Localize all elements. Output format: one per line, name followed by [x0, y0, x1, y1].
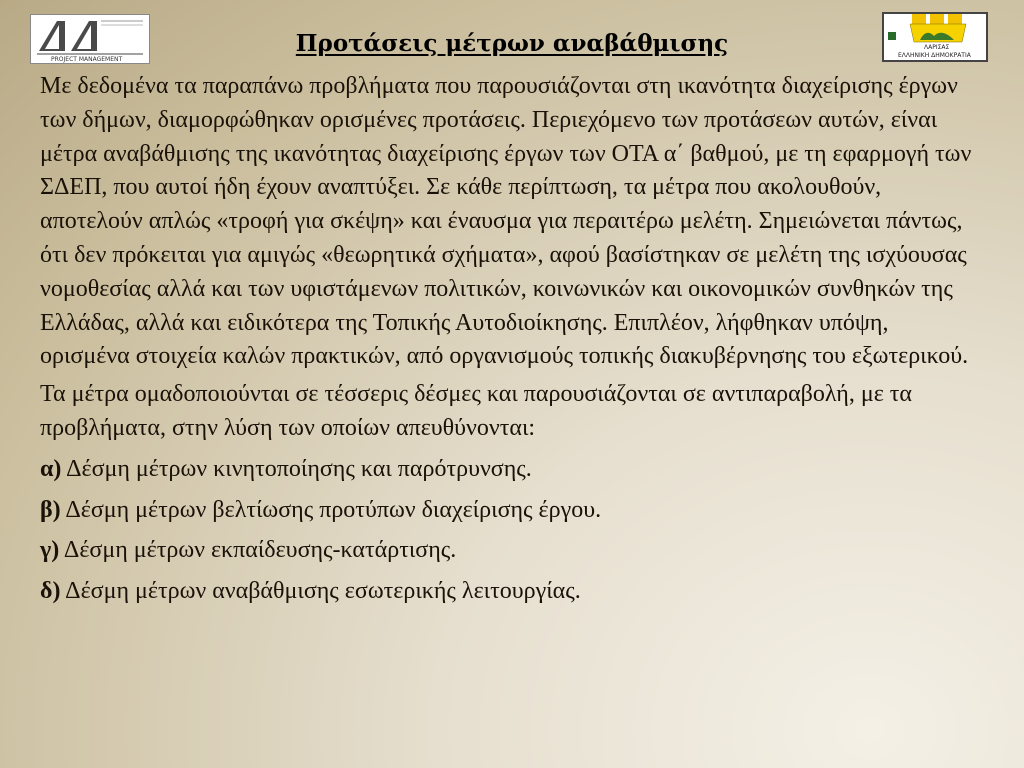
paragraph-intro: Με δεδομένα τα παραπάνω προβλήματα που παρουσιάζονται στη ικανότητα διαχείρισης έργων των δήμων, διαμορφώθηκαν ορισμένες προτάσεις. Περιεχόμενο των προτάσεων αυτών, είναι μέτρα αναβάθμισης της ικανότητας διαχείρισης έργων των ΟΤΑ α΄ βαθμού, με τη εφαρμογή των ΣΔΕΠ, που αυτοί ήδη έχουν αναπτύξει. Σε κάθε περίπτωση, τα μέτρα που ακολουθούν, αποτελούν απλώς «τροφή για σκέψη» και έναυσμα για περαιτέρω μελέτη. Σημειώνεται πάντως, ότι δεν πρόκειται για αμιγώς «θεωρητικά σχήματα», αφού βασίστηκαν σε μελέτη της ισχύουσας νομοθεσίας αλλά και των υφιστάμενων πολιτικών, κοινωνικών και οικονομικών συνθηκών της Ελλάδας, αλλά και ειδικότερα της Τοπικής Αυτοδιοίκησης. Επιπλέον, λήφθηκαν υπόψη, ορισμένα στοιχεία καλών πρακτικών, από οργανισμούς τοπικής διακυβέρνησης του εξωτερικού.	[40, 73, 972, 370]
list-item-text: Δέσμη μέτρων βελτίωσης προτύπων διαχείρισης έργου.	[60, 496, 602, 523]
list-item-d	[40, 575, 980, 609]
slide-body	[40, 70, 980, 609]
list-marker: α)	[40, 455, 62, 482]
left-logo-text: PROJECT MANAGEMENT	[51, 56, 123, 63]
list-item-text: Δέσμη μέτρων κινητοποίησης και παρότρυνσης.	[61, 455, 532, 482]
list-item-b	[40, 494, 980, 528]
list-item-text: Δέσμη μέτρων αναβάθμισης εσωτερικής λειτουργίας.	[60, 578, 581, 605]
list-item-c	[40, 534, 980, 568]
right-logo-line1: ΛΑΡΙΣΑΣ	[924, 44, 950, 51]
list-marker: γ)	[40, 537, 60, 564]
right-logo-line2: ΕΛΛΗΝΙΚΗ ΔΗΜΟΚΡΑΤΙΑ	[898, 52, 971, 59]
list-marker: β)	[40, 496, 61, 523]
paragraph-grouping: Τα μέτρα ομαδοποιούνται σε τέσσερις δέσμες και παρουσιάζονται σε αντιπαραβολή, με τα προβλήματα, στην λύση των οποίων απευθύνονται:	[40, 381, 913, 441]
slide-title: Προτάσεις μέτρων αναβάθμισης	[295, 30, 729, 57]
list-marker: δ)	[40, 578, 61, 605]
list-item-a	[40, 453, 980, 487]
list-item-text: Δέσμη μέτρων εκπαίδευσης-κατάρτισης.	[59, 537, 457, 564]
